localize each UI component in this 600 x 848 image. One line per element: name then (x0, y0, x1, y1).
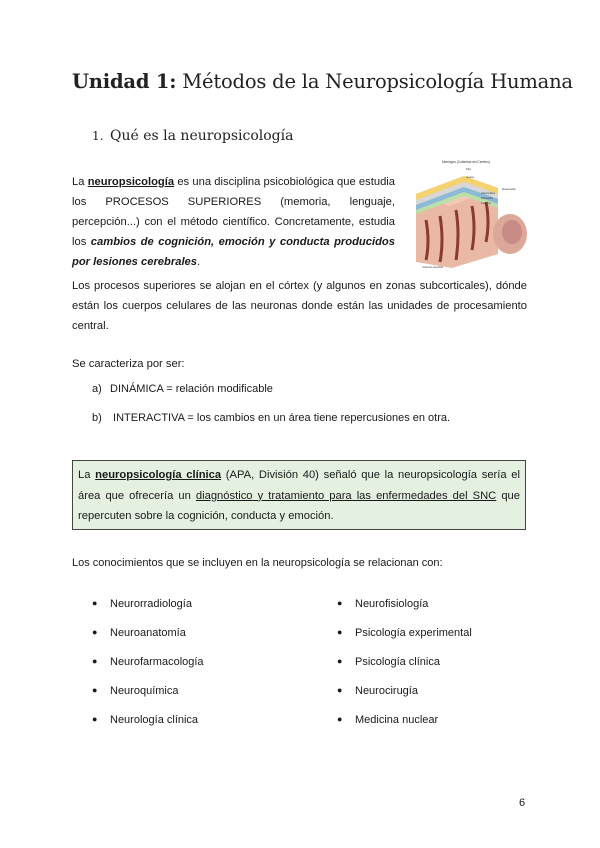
label-piamadre: Piamadre (481, 196, 493, 200)
bullet-icon: ● (92, 685, 98, 695)
bullet-icon: ● (337, 627, 343, 637)
list-item: ● Neuroanatomía (92, 627, 186, 639)
list-item: ● Neurocirugía (337, 685, 418, 697)
label-corteza: Corteza cerebral (422, 265, 443, 269)
cortex-paragraph: Los procesos superiores se alojan en el córtex (y algunos en zonas subcorticales), dónde están los cuerpos celulares de las neuronas donde están las unidades de procesamiento central. (72, 280, 527, 332)
page-number: 6 (519, 797, 526, 809)
label-hueso: Hueso (466, 175, 475, 179)
bullet-icon: ● (337, 656, 343, 666)
list-item: ● Neurofarmacología (92, 656, 204, 668)
list-item: ● Neuroquímica (92, 685, 179, 697)
characteristic-item: a) DINÁMICA = relación modificable (92, 383, 273, 395)
intro-paragraph: La neuropsicología es una disciplina psicobiológica que estudia los PROCESOS SUPERIORES (memoria, lenguaje, percepción...) con el método científico. Concretamente, estudia los cambios de cognición, emoción y conducta producidos por lesiones cerebrales. (72, 176, 395, 268)
characteristics-intro: Se caracteriza por ser: (72, 358, 185, 370)
figure-caption: Meninges (Cubiertas del Cerebro) (442, 160, 491, 164)
list-item: ● Medicina nuclear (337, 714, 439, 726)
clinical-definition-box (72, 460, 526, 530)
bullet-icon: ● (92, 656, 98, 666)
bullet-icon: ● (337, 714, 343, 724)
label-piel: Piel (466, 167, 471, 171)
list-item: ● Neurofisiología (337, 598, 429, 610)
list-item: ● Neurorradiología (92, 598, 192, 610)
bullet-icon: ● (337, 685, 343, 695)
bullet-icon: ● (337, 598, 343, 608)
list-item: ● Psicología clínica (337, 656, 440, 668)
meninges-illustration (406, 158, 530, 270)
bullet-icon: ● (92, 627, 98, 637)
bullet-icon: ● (92, 714, 98, 724)
clinical-paragraph: La neuropsicología clínica (APA, División 40) señaló que la neuropsicología sería el área que ofrecería un diagnóstico y tratamiento para las enfermedades del SNC que repercuten sobre la cognición, conducta y emoción. (78, 469, 521, 522)
bullet-icon: ● (92, 598, 98, 608)
list-item: ● Psicología experimental (337, 627, 472, 639)
list-item: ● Neurología clínica (92, 714, 199, 726)
related-fields-intro: Los conocimientos que se incluyen en la neuropsicología se relacionan con: (72, 557, 443, 569)
characteristic-item: b) INTERACTIVA = los cambios en un área tiene repercusiones en otra. (92, 412, 451, 424)
label-aracnoides: Aracnoides (481, 191, 495, 195)
label-duramadre: Duramadre (502, 187, 516, 191)
page-title: Unidad 1: Métodos de la Neuropsicología Humana (72, 70, 573, 93)
section-heading: 1. Qué es la neuropsicología (92, 128, 294, 144)
label-cerebro: Cerebro (481, 201, 492, 205)
